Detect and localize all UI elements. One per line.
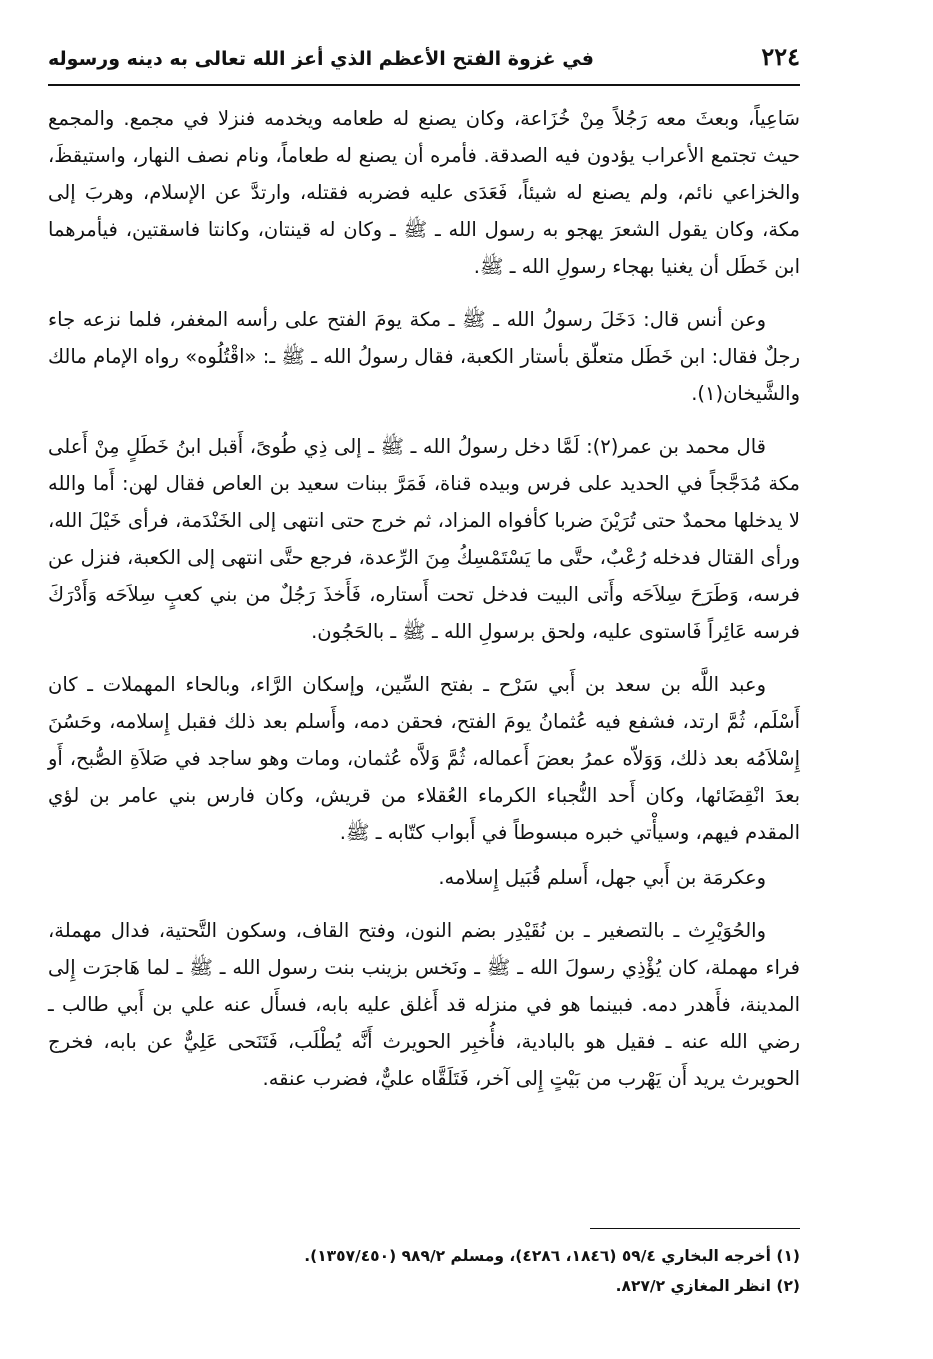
footnote-1: (١) أخرجه البخاري ٥٩/٤ (١٨٤٦، ٤٢٨٦)، ومسلم ٩٨٩/٢ (١٣٥٧/٤٥٠). <box>304 1247 800 1265</box>
running-title: في غزوة الفتح الأعظم الذي أعز الله تعالى به دينه ورسوله <box>48 48 594 70</box>
footnotes <box>48 1228 800 1301</box>
paragraph-6: والحُوَيْرِث ـ بالتصغير ـ بن نُقَيْدِر بضم النون، وفتح القاف، وسكون التَّحتية، فدال مهملة، فراء مهملة، كان يُؤْذِي رسولَ الله ـ ﷺ ـ ونَخس بزينب بنت رسول الله ـ ﷺ ـ لما هَاجرَت إِلى المدينة، فأَهدر دمه. فبينما هو في منزله قد أَغلق عليه بابه، فسأَل عنه علي بن أَبي طالب ـ رضي الله عنه ـ فقيل هو بالبادية، فأُخبِر الحويرث أَنَّه يُطْلَب، فَتَنَحى عَلِيٌّ عن بابه، فخرج الحويرث يريد أَن يَهْرب من بَيْتٍ إِلى آخر، فَتَلَقَّاه عليٌّ، فضرب عنقه. <box>48 919 800 1090</box>
page-number: ٢٢٤ <box>761 42 800 71</box>
paragraph-1: سَاعِياً، وبعثَ معه رَجُلاً مِنْ خُزَاعة، وكان يصنع له طعامه ويخدمه فنزلا في مجمع. والمجمع حيث تجتمع الأعراب يؤدون فيه الصدقة. فأمره أن يصنع له طعاماً، ونام نصف النهار، واستيقظَ، والخزاعي نائم، ولم يصنع له شيئاً، فَعَدَى عليه فضربه فقتله، وارتدَّ عن الإسلام، وهربَ إلى مكة، وكان يقول الشعرَ يهجو به رسول الله ـ ﷺ ـ وكان له قينتان، وكانتا فاسقتين، فيأمرهما ابن خَطَل أن يغنيا بهجاء رسولِ الله ـ ﷺ. <box>48 107 800 278</box>
footnote-divider <box>590 1228 800 1229</box>
footnote-2: (٢) انظر المغازي ٨٢٧/٢. <box>615 1277 800 1295</box>
paragraph-2: وعن أنس قال: دَخَلَ رسولُ الله ـ ﷺ ـ مكة يومَ الفتح على رأسه المغفر، فلما نزعه جاء رجلٌ فقال: ابن خَطَل متعلّق بأستار الكعبة، فقال رسولُ الله ـ ﷺ ـ: «اقْتُلُوه» رواه الإمام مالك والشَّيخان(١). <box>48 308 800 405</box>
paragraph-4: وعبد اللَّه بن سعد بن أَبي سَرْح ـ بفتح السِّين، وإسكان الرَّاء، وبالحاء المهملات ـ كان أَسْلَم، ثُمَّ ارتد، فشفع فيه عُثمانُ يومَ الفتح، فحقن دمه، وأَسلم بعد ذلك فقبل إِسلامه، وحَسُنَ إِسْلاَمُه بعد ذلك، وَوَلاّه عمرُ بعضَ أَعماله، ثُمَّ وَلاَّه عُثمان، ومات وهو ساجد في صَلاَةِ الصُّبح، أَو بعدَ انْقِضَائها، وكان أَحد النُّجباء الكرماء العُقلاء من قريش، وكان فارس بني عامر بن لؤي المقدم فيهم، وسيأْتي خبره مبسوطاً في أَبواب كتّابه ـ ﷺ. <box>48 673 800 844</box>
paragraph-3: قال محمد بن عمر(٢): لَمَّا دخل رسولُ الله ـ ﷺ ـ إلى ذِي طُوىً، أَقبل ابنُ خَطَلٍ مِنْ أَعلى مكة مُدَجَّجاً في الحديد على فرس وبيده قناة، فَمَرَّ ببنات سعيد بن العاص فقال لهن: أَما والله لا يدخلها محمدٌ حتى تُرَيْنَ ضربا كأفواه المزاد، ثم خرج حتى انتهى إلى الخَنْدَمة، فرأى خَيْلَ الله، ورأى القتال فدخله رُعْبٌ، حتَّى ما يَسْتَمْسِكُ مِنَ الرِّعدة، فرجع حتَّى انتهى إلى الكعبة، فنزل عن فرسه، وَطَرَحَ سِلاَحَه وأَتى البيت فدخل تحت أَستاره، فَأَخذَ رَجُلٌ من بني كعبٍ سِلاَحَه وَأَدْرَكَ فرسه عَائِراً فَاستوى عليه، ولحق برسولِ الله ـ ﷺ ـ بالحَجُون. <box>48 435 800 643</box>
body-text <box>48 100 800 1097</box>
paragraph-5: وعكرمَة بن أَبي جهل، أَسلم قُبَيل إِسلامه. <box>438 866 766 889</box>
page-header <box>48 40 800 86</box>
document-page <box>48 40 800 1113</box>
